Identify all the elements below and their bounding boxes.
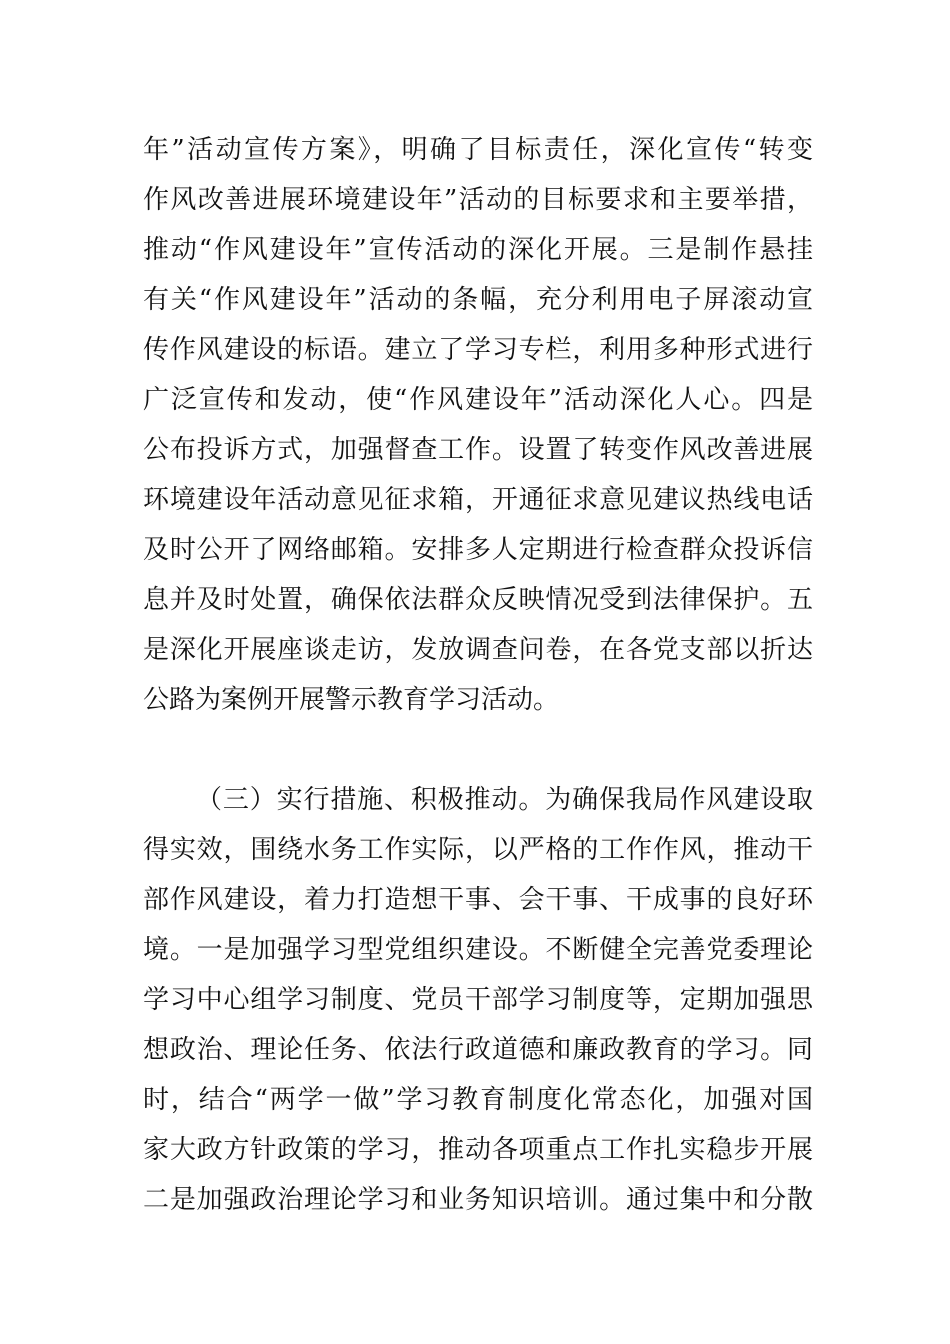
text-line: 想政治、理论任务、依法行政道德和廉政教育的学习。同: [143, 1035, 813, 1065]
text-line: 家大政方针政策的学习，推动各项重点工作扎实稳步开展: [143, 1135, 813, 1165]
text-line: 作风改善进展环境建设年”活动的目标要求和主要举措，: [143, 185, 813, 215]
text-line: 公布投诉方式，加强督查工作。设置了转变作风改善进展: [143, 435, 813, 465]
text-line: （三）实行措施、积极推动。为确保我局作风建设取: [196, 785, 813, 815]
text-line: 推动“作风建设年”宣传活动的深化开展。三是制作悬挂: [143, 235, 813, 265]
text-line: 环境建设年活动意见征求箱，开通征求意见建议热线电话: [143, 485, 813, 515]
text-line: 公路为案例开展警示教育学习活动。: [143, 685, 560, 715]
text-line: 年”活动宣传方案》，明确了目标责任，深化宣传“转变: [143, 135, 813, 165]
text-line: 息并及时处置，确保依法群众反映情况受到法律保护。五: [143, 585, 813, 615]
text-line: 得实效，围绕水务工作实际，以严格的工作作风，推动干: [143, 835, 813, 865]
text-line: 时，结合“两学一做”学习教育制度化常态化，加强对国: [143, 1085, 813, 1115]
text-line: 境。一是加强学习型党组织建设。不断健全完善党委理论: [143, 935, 813, 965]
text-line: 传作风建设的标语。建立了学习专栏，利用多种形式进行: [143, 335, 813, 365]
text-line: 部作风建设，着力打造想干事、会干事、干成事的良好环: [143, 885, 813, 915]
text-line: 是深化开展座谈走访，发放调查问卷，在各党支部以折达: [143, 635, 813, 665]
text-line: 广泛宣传和发动，使“作风建设年”活动深化人心。四是: [143, 385, 813, 415]
text-line: 及时公开了网络邮箱。安排多人定期进行检查群众投诉信: [143, 535, 813, 565]
text-line: 有关“作风建设年”活动的条幅，充分利用电子屏滚动宣: [143, 285, 813, 315]
text-line: 二是加强政治理论学习和业务知识培训。通过集中和分散: [143, 1185, 813, 1215]
text-line: 学习中心组学习制度、党员干部学习制度等，定期加强思: [143, 985, 813, 1015]
